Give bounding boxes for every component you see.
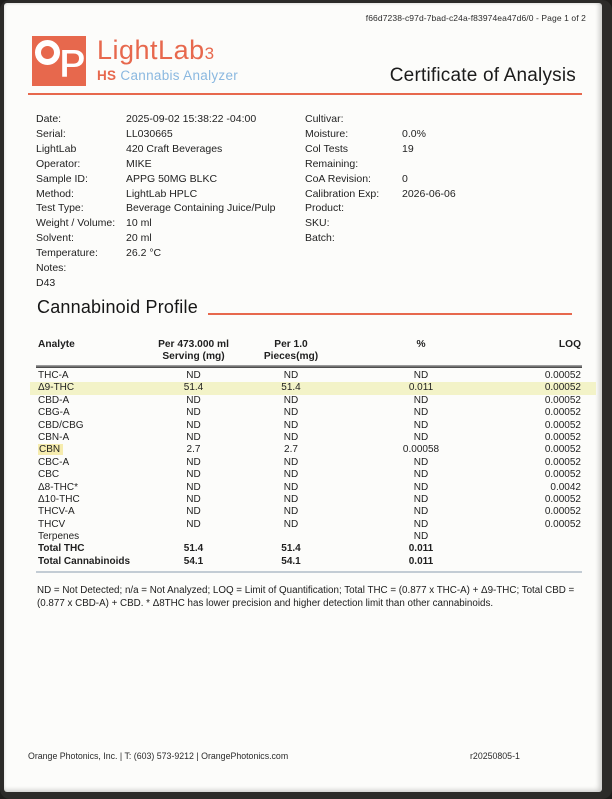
section-title: Cannabinoid Profile: [37, 297, 198, 317]
cell-loq: 0.00052: [544, 469, 581, 481]
metadata-label: Moisture:: [305, 127, 349, 140]
product-name-text: LightLab: [97, 35, 205, 65]
table-row: [36, 469, 582, 481]
cell-serving: ND: [186, 518, 201, 530]
cell-serving: 51.4: [183, 543, 204, 555]
cell-pieces: ND: [283, 518, 299, 530]
metadata-label: Batch:: [305, 232, 335, 245]
metadata-label: Operator:: [36, 157, 81, 170]
analyte-label: Total THC: [38, 543, 85, 555]
table-row: [36, 395, 582, 407]
col-header-percent: %: [416, 339, 426, 350]
orange-photonics-logo: [32, 36, 86, 86]
table-bottom-divider: [36, 571, 582, 573]
cell-pieces: ND: [283, 370, 299, 381]
cell-percent: ND: [413, 431, 429, 443]
cell-serving: ND: [186, 481, 201, 493]
cell-loq: 0.00052: [544, 394, 581, 406]
metadata-row: [305, 231, 585, 246]
cell-percent: 0.011: [408, 382, 434, 394]
table-row: [36, 506, 582, 518]
metadata-row: [36, 201, 306, 216]
cell-loq: 0.00052: [544, 419, 581, 431]
metadata-label: Serial:: [36, 127, 66, 140]
metadata-row: [36, 246, 306, 261]
metadata-value: 20 ml: [126, 232, 152, 245]
cell-percent: ND: [413, 456, 429, 468]
cell-percent: ND: [413, 531, 429, 543]
footnote: ND = Not Detected; n/a = Not Analyzed; LOQ = Limit of Quantification; Total THC = (0.877 x THC-A) + Δ9-THC; Total CBD = (0.877 x CBD-A) + CBD. * Δ8THC has lower precision and higher detection limit than other cannabinoids.: [37, 585, 575, 609]
metadata-value: [402, 231, 585, 246]
cell-percent: ND: [413, 469, 429, 481]
metadata-value: 0: [402, 172, 408, 185]
analyte-label: CBN-A: [38, 431, 70, 443]
cell-serving: ND: [186, 456, 201, 468]
metadata-value: Beverage Containing Juice/Pulp: [126, 202, 276, 215]
col-header-loq: LOQ: [558, 339, 581, 350]
cell-loq: 0.00052: [544, 444, 581, 456]
table-row: [36, 543, 582, 555]
analyte-label: Δ9-THC: [38, 382, 75, 394]
analyte-label: Terpenes: [38, 531, 80, 543]
cell-loq: 0.00052: [544, 493, 581, 505]
cell-loq: 0.00052: [544, 382, 581, 394]
metadata-value: [126, 276, 306, 291]
table-row: [36, 531, 582, 543]
cell-analyte: [36, 432, 146, 444]
cell-percent: ND: [413, 419, 429, 431]
cell-serving: ND: [186, 431, 201, 443]
cell-serving: 54.1: [183, 555, 204, 567]
analyte-label: CBD-A: [38, 394, 70, 406]
metadata-label: D43: [36, 276, 56, 289]
cell-percent: ND: [413, 407, 429, 419]
metadata-row: [36, 216, 306, 231]
cell-percent: ND: [413, 518, 429, 530]
cell-pieces: ND: [283, 481, 299, 493]
cell-serving: ND: [186, 394, 201, 406]
metadata-label: Test Type:: [36, 202, 84, 215]
logo-p-monogram: P: [59, 42, 86, 86]
analyte-label: Δ10-THC: [38, 493, 80, 505]
cell-percent: ND: [413, 493, 429, 505]
metadata-label: LightLab: [36, 142, 77, 155]
metadata-row: [36, 276, 306, 291]
cell-serving: ND: [186, 506, 201, 518]
metadata-row: [305, 172, 585, 187]
metadata-value: [402, 112, 585, 127]
cell-percent: 0.00058: [402, 444, 440, 456]
metadata-label: Sample ID:: [36, 172, 88, 185]
analyte-label: CBD/CBG: [38, 419, 84, 431]
table-row: [36, 482, 582, 494]
metadata-label: Weight / Volume:: [36, 217, 116, 230]
col-header-pieces-line1: Per 1.0: [274, 339, 308, 350]
metadata-left-column: [36, 112, 306, 291]
cannabinoid-table-body: [36, 370, 582, 568]
cell-pieces: ND: [283, 493, 299, 505]
page-title: Certificate of Analysis: [389, 65, 576, 86]
table-header-row: [36, 339, 582, 365]
cell-serving: ND: [186, 370, 201, 381]
cell-analyte: [36, 407, 146, 419]
metadata-label: Calibration Exp:: [305, 187, 380, 200]
metadata-row: [36, 157, 306, 172]
metadata-value: [126, 261, 306, 276]
metadata-label: Temperature:: [36, 247, 98, 260]
analyte-label: CBN: [38, 444, 63, 455]
metadata-row: [36, 142, 306, 157]
cell-pieces: 51.4: [281, 382, 301, 394]
cell-analyte: [36, 395, 146, 407]
cell-pieces: 2.7: [284, 444, 298, 456]
table-row: [36, 519, 582, 531]
metadata-value: 19: [402, 142, 414, 155]
metadata-value: 0.0%: [402, 127, 426, 140]
col-header-pieces: [241, 339, 341, 362]
cell-percent: 0.011: [408, 555, 434, 567]
metadata-value: 420 Craft Beverages: [126, 142, 223, 155]
model-suffix: Cannabis Analyzer: [116, 68, 239, 83]
col-header-analyte: Analyte: [38, 339, 75, 350]
table-row: [36, 432, 582, 444]
cell-loq: 0.00052: [544, 518, 581, 530]
footer-contact: Orange Photonics, Inc. | T: (603) 573-9212 | OrangePhotonics.com: [28, 751, 289, 761]
metadata-row: [36, 231, 306, 246]
metadata-row: [305, 142, 585, 172]
col-header-serving: [146, 339, 241, 362]
certificate-page: [4, 3, 602, 792]
cell-loq: 0.00052: [544, 431, 581, 443]
logo-o-circle-icon: [35, 40, 60, 65]
metadata-value: APPG 50MG BLKC: [126, 172, 218, 185]
cell-analyte: [36, 420, 146, 432]
cell-analyte: [36, 506, 146, 518]
wordmark: [97, 36, 238, 84]
document-id: f66d7238-c97d-7bad-c24a-f83974ea47d6/0 - Page 1 of 2: [365, 13, 586, 23]
cell-analyte: [36, 494, 146, 506]
metadata-label: Notes:: [36, 262, 67, 275]
metadata-label: CoA Revision:: [305, 172, 371, 185]
cell-pieces: ND: [283, 506, 299, 518]
cell-percent: ND: [413, 394, 429, 406]
metadata-value: [402, 216, 585, 231]
metadata-row: [36, 127, 306, 142]
cell-analyte: [36, 556, 146, 568]
metadata-value: 10 ml: [126, 217, 152, 230]
analyte-label: Δ8-THC*: [38, 481, 79, 493]
analyte-label: THCV: [38, 518, 66, 530]
footer-revision: r20250805-1: [470, 751, 520, 761]
table-row: [36, 420, 582, 432]
product-version: 3: [204, 44, 215, 63]
cell-analyte: [36, 444, 146, 456]
metadata-label: Cultivar:: [305, 113, 344, 125]
cell-analyte: [36, 531, 146, 543]
product-name: [97, 36, 238, 68]
cell-serving: ND: [186, 407, 201, 419]
cell-percent: 0.011: [408, 543, 434, 555]
table-row: [36, 444, 582, 456]
cell-pieces: 51.4: [281, 543, 301, 555]
model-prefix: HS: [97, 68, 117, 83]
metadata-label: Solvent:: [36, 232, 74, 245]
cell-analyte: [36, 482, 146, 494]
table-header-divider: [36, 365, 582, 368]
cell-analyte: [36, 519, 146, 531]
cell-pieces: 54.1: [281, 555, 301, 567]
col-header-serving-line2: Serving (mg): [162, 350, 225, 362]
cell-pieces: ND: [283, 469, 299, 481]
table-row: [36, 556, 582, 568]
metadata-value: LightLab HPLC: [126, 187, 198, 200]
metadata-row: [305, 201, 585, 216]
metadata-row: [305, 127, 585, 142]
cell-analyte: [36, 469, 146, 481]
brand-header: [32, 36, 238, 86]
cell-percent: ND: [413, 481, 429, 493]
cell-loq: 0.0042: [550, 481, 581, 493]
table-row: [36, 370, 582, 382]
metadata-row: [36, 187, 306, 202]
metadata-row: [36, 261, 306, 276]
metadata-row: [305, 187, 585, 202]
cell-pieces: ND: [283, 456, 299, 468]
cell-pieces: ND: [283, 419, 299, 431]
cell-loq: 0.00052: [544, 407, 581, 419]
col-header-serving-line1: Per 473.000 ml: [158, 339, 229, 350]
cell-analyte: [36, 543, 146, 555]
table-row: [36, 407, 582, 419]
metadata-label: SKU:: [305, 217, 330, 230]
metadata-row: [305, 216, 585, 231]
analyte-label: THC-A: [38, 370, 69, 381]
metadata-value: MIKE: [126, 157, 152, 170]
metadata-row: [36, 112, 306, 127]
cell-serving: ND: [186, 419, 201, 431]
section-divider: [208, 313, 572, 315]
section-heading: [37, 297, 572, 318]
cell-serving: ND: [186, 493, 201, 505]
metadata-label: Product:: [305, 202, 345, 215]
cell-serving: ND: [186, 469, 201, 481]
analyte-label: CBG-A: [38, 407, 70, 419]
cell-loq: 0.00052: [544, 370, 581, 381]
metadata-label: Date:: [36, 113, 62, 125]
col-header-pieces-line2: Pieces(mg): [263, 350, 319, 362]
metadata-right-column: [305, 112, 585, 246]
metadata-value: LL030665: [126, 127, 173, 140]
metadata-row: [36, 172, 306, 187]
analyte-label: CBC-A: [38, 456, 70, 468]
analyte-label: Total Cannabinoids: [38, 555, 131, 567]
metadata-value: 2026-06-06: [402, 187, 456, 200]
product-subtitle: [97, 68, 238, 84]
cell-serving: 51.4: [183, 382, 204, 394]
cell-analyte: [36, 382, 146, 394]
cell-loq: 0.00052: [544, 506, 581, 518]
analyte-label: CBC: [38, 469, 60, 481]
table-row: [36, 382, 582, 394]
cell-serving: 2.7: [186, 444, 201, 456]
cell-pieces: ND: [283, 394, 299, 406]
table-row: [36, 494, 582, 506]
cell-percent: ND: [413, 506, 429, 518]
cell-loq: 0.00052: [544, 456, 581, 468]
metadata-row: [305, 112, 585, 127]
analyte-label: THCV-A: [38, 506, 75, 518]
cannabinoid-table: [36, 339, 582, 573]
cell-pieces: ND: [283, 431, 299, 443]
cell-pieces: ND: [283, 407, 299, 419]
cell-analyte: [36, 370, 146, 382]
header-divider: [28, 93, 582, 95]
metadata-value: 26.2 °C: [126, 247, 162, 260]
metadata-label: Col Tests Remaining:: [305, 142, 359, 170]
metadata-value: [402, 201, 585, 216]
table-row: [36, 457, 582, 469]
metadata-label: Method:: [36, 187, 74, 200]
cell-analyte: [36, 457, 146, 469]
metadata-value: 2025-09-02 15:38:22 -04:00: [126, 113, 257, 125]
cell-percent: ND: [413, 370, 429, 381]
